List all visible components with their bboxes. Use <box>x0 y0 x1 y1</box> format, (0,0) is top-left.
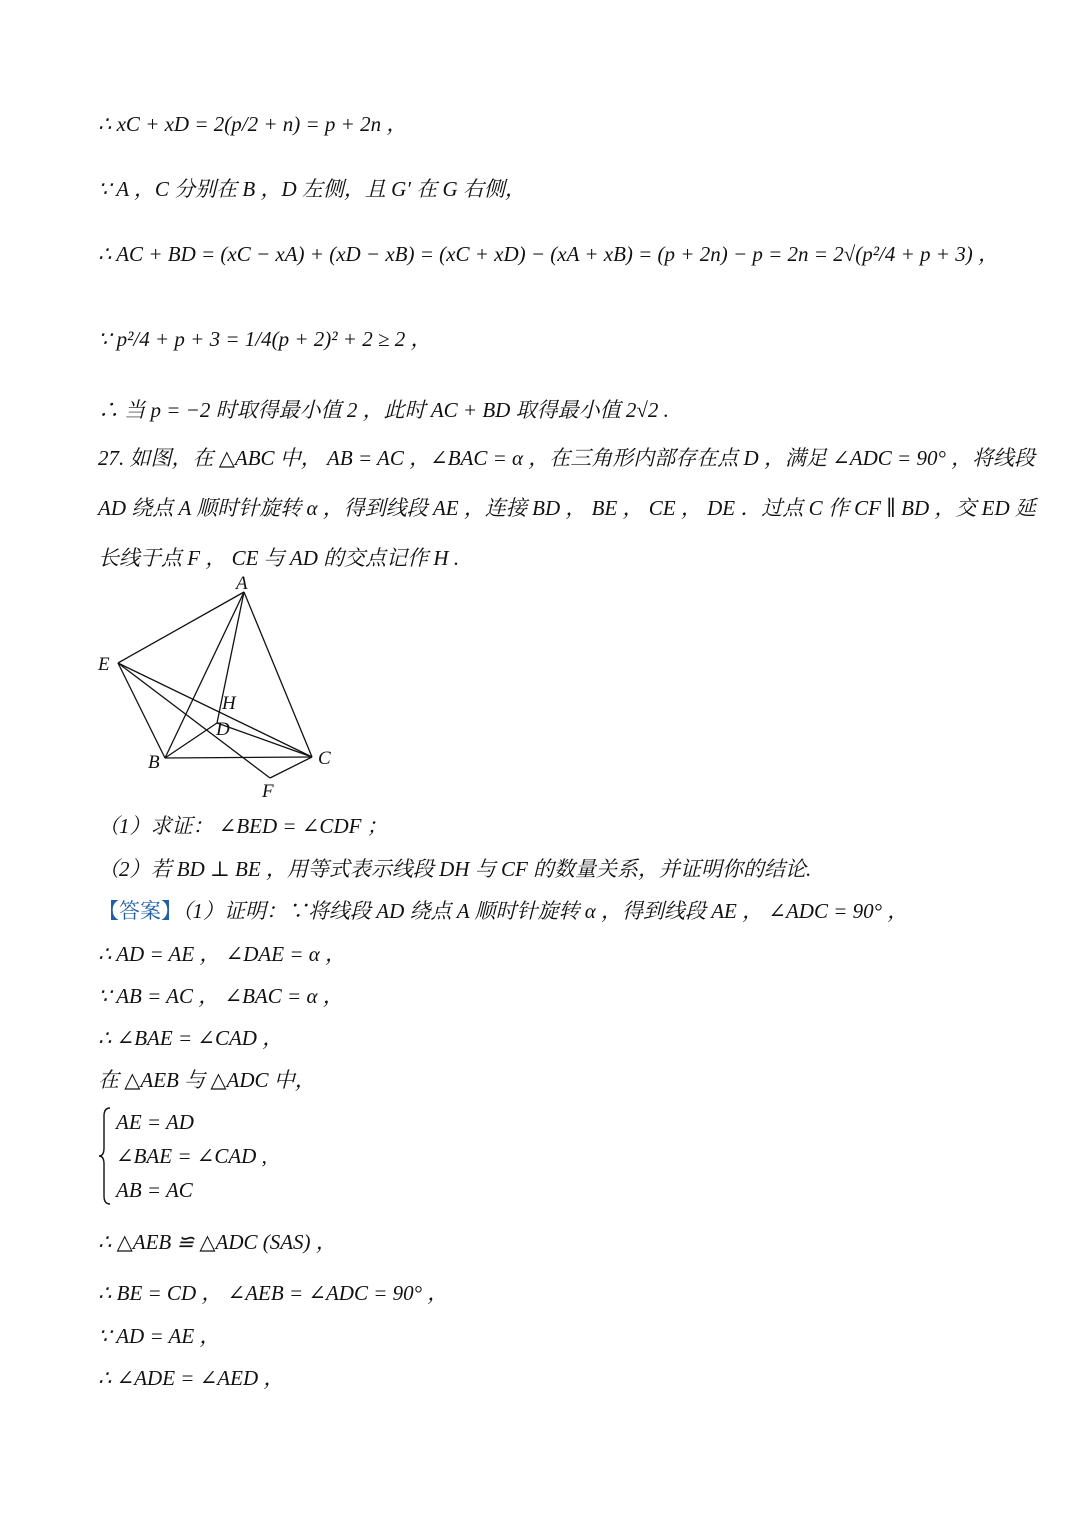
line-text: 长线于点 F ， CE 与 AD 的交点记作 H . <box>98 546 460 570</box>
segment-AC <box>244 592 312 757</box>
label-E: E <box>98 654 110 675</box>
line-text: ∴ AC + BD = (xC − xA) + (xD − xB) = (xC + xD) − (xA + xB) = (p + 2n) − p = 2n = 2√(p²/4 + p + 3) ， <box>98 242 999 266</box>
text-line-11 <box>98 897 908 925</box>
line-text: AD 绕点 A 顺时针旋转 α ，得到线段 AE ，连接 BD ， BE ， CE ， DE ．过点 C 作 CF ∥ BD ，交 ED 延 <box>98 496 1036 520</box>
line-text: ∵ AD = AE ， <box>98 1324 221 1348</box>
label-D: D <box>216 719 230 740</box>
answer-tag: 【答案】 <box>98 899 182 923</box>
congruence-conditions <box>98 1106 398 1206</box>
left-brace-icon <box>98 1106 112 1206</box>
geometry-figure <box>92 575 352 805</box>
label-H: H <box>222 693 236 714</box>
case-row-3: AB = AC <box>116 1178 193 1202</box>
text-line-9 <box>98 812 388 840</box>
segment-EF <box>118 663 270 778</box>
label-A: A <box>236 575 248 594</box>
segment-DC <box>217 723 312 757</box>
text-line-8 <box>98 544 459 572</box>
line-text: ∵ p²/4 + p + 3 = 1/4(p + 2)² + 2 ≥ 2 ， <box>98 327 432 351</box>
case-row-2: ∠BAE = ∠CAD , <box>116 1144 267 1168</box>
line-text: ∴ 当 p = −2 时取得最小值 2 ，此时 AC + BD 取得最小值 2√2 . <box>98 398 669 422</box>
text-line-15 <box>98 1066 316 1094</box>
text-line-4 <box>98 325 432 353</box>
segment-CF <box>270 757 312 778</box>
line-text: 27. 如图，在 △ABC 中， AB = AC ，∠BAC = α ，在三角形内部存在点 D ，满足 ∠ADC = 90° ，将线段 <box>98 446 1036 470</box>
label-B: B <box>148 752 160 773</box>
line-text: ∴ △AEB ≌ △ADC (SAS) ， <box>98 1230 337 1254</box>
text-line-10 <box>98 855 811 883</box>
text-line-7 <box>98 494 1036 522</box>
line-text: （1）求证： ∠BED = ∠CDF ； <box>98 814 388 838</box>
text-line-1 <box>98 110 407 138</box>
segment-AE <box>118 592 244 663</box>
segment-EC <box>118 663 312 757</box>
text-line-12 <box>98 940 346 968</box>
text-line-2 <box>98 175 526 203</box>
text-line-19 <box>98 1364 284 1392</box>
line-text: 在 △AEB 与 △ADC 中， <box>98 1068 316 1092</box>
line-text: ∴ ∠ADE = ∠AED ， <box>98 1366 285 1390</box>
line-text: ∴ ∠BAE = ∠CAD ， <box>98 1026 284 1050</box>
line-text: ∴ BE = CD ， ∠AEB = ∠ADC = 90° ， <box>98 1281 449 1305</box>
line-text: （1）证明：∵将线段 AD 绕点 A 顺时针旋转 α ，得到线段 AE ， ∠ADC = 90° ， <box>182 899 909 923</box>
segment-AB <box>165 592 244 758</box>
segment-BC <box>165 757 312 758</box>
case-row-1: AE = AD <box>116 1110 194 1134</box>
text-line-6 <box>98 444 1035 472</box>
line-text: ∵ AB = AC ， ∠BAC = α ， <box>98 984 344 1008</box>
text-line-14 <box>98 1024 283 1052</box>
label-C: C <box>318 748 331 769</box>
text-line-18 <box>98 1322 220 1350</box>
text-line-16 <box>98 1228 337 1256</box>
text-line-5 <box>98 396 669 424</box>
line-text: ∵ A ，C 分别在 B ，D 左侧，且 G′ 在 G 右侧， <box>98 177 526 201</box>
text-line-13 <box>98 982 344 1010</box>
text-line-17 <box>98 1279 448 1307</box>
line-text: （2）若 BD ⊥ BE ，用等式表示线段 DH 与 CF 的数量关系，并证明你的结论. <box>98 857 812 881</box>
segment-EB <box>118 663 165 758</box>
label-F: F <box>262 781 274 802</box>
line-text: ∴ xC + xD = 2(p/2 + n) = p + 2n ， <box>98 112 408 136</box>
line-text: ∴ AD = AE ， ∠DAE = α ， <box>98 942 347 966</box>
text-line-3 <box>98 240 999 268</box>
